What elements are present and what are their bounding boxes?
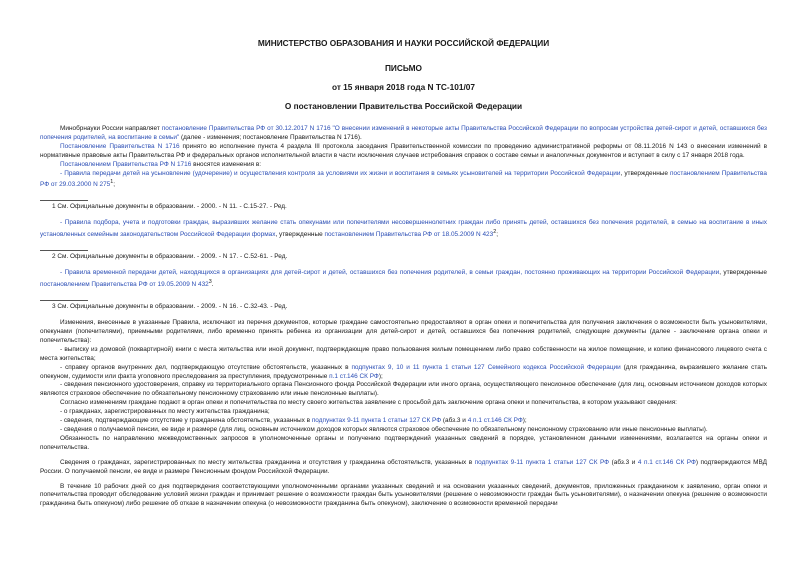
link-decree-1716[interactable]: постановление Правительства РФ от 30.12.2017 N 1716 "О внесении изменений в некоторые акты Правительства Российской Федерации по вопросам устройства детей-сирот и детей, оставшихся без попечения родителей, на воспитание в семьи" <box>40 125 767 141</box>
list-item-rules-selection: - Правила подбора, учета и подготовки граждан, выразивших желание стать опекунами или попечителями несовершеннолетних граждан либо принять детей, оставшихся без попечения родителей, в семью на воспитание в иных установленных семейным законодательством Российской Федерации формах, утвержденные постановлением Правительства РФ от 18.05.2009 N $423^2$; <box>40 219 767 239</box>
paragraph-excluded-docs: Изменения, внесенные в указанные Правила, исключают из перечня документов, которые граждане самостоятельно предоставляют в орган опеки и попечительства для получения заключения о возможности быть усыновителями, опекунами (попечителями), приемными родителями, либо временно принять ребенка из организации для детей-сирот и детей, оставшихся без попечения родителей, следующие документы (далее - заключение органа опеки и попечительства): <box>40 319 767 344</box>
paragraph-changes: Постановлением Правительства РФ N 1716 вносятся изменения в: <box>60 160 262 168</box>
link-rules-adoption[interactable]: - Правила передачи детей на усыновление (удочерение) и осуществления контроля за условиями их жизни и воспитания в семьях усыновителей на территории Российской Федерации <box>60 169 621 177</box>
document-date: от 15 января 2018 года N ТС-101/07 <box>331 82 476 92</box>
footnote-ref-1[interactable]: 1 <box>110 179 114 186</box>
link-family-code-146-3[interactable]: 4 п.1 ст.146 СК РФ <box>637 458 696 466</box>
link-family-code-127-2[interactable]: подпунктах 9-11 пункта 1 статьи 127 СК РФ <box>311 417 442 425</box>
footnote-2: 2 См. Официальные документы в образовании. - 2009. - N 17. - С.52-61. - Ред. <box>52 253 288 261</box>
footnote-1: 1 См. Официальные документы в образовании. - 2000. - N 11. - С.15-27. - Ред. <box>52 203 287 211</box>
link-family-code-127-3[interactable]: подпунктах 9-11 пункта 1 статьи 127 СК РФ <box>474 458 610 466</box>
list-item-rules-temporary: - Правила временной передачи детей, находящихся в организациях для детей-сирот и детей, оставшихся без попечения родителей, в семьи граждан, постоянно проживающих на территории Российской Федерации, утвержденные постановлением Правительства РФ от 19.05.2009 N $432^3$. <box>40 269 767 289</box>
footnote-divider <box>40 300 88 301</box>
link-decree-423[interactable]: постановлением Правительства РФ от 18.05.2009 N 423 <box>324 231 494 239</box>
paragraph-confirmation: Сведения о гражданах, зарегистрированных по месту жительства гражданина и отсутствия у гражданина обстоятельств, указанных в подпунктах 9-11 пункта 1 статьи 127 СК РФ (абз.3 и 4 п.1 ст.146 СК РФ) подтверждаются МВД России. О получаемой пенсии, ее виде и размере Пенсионным фондом Российской Федерации. <box>40 458 767 475</box>
footnote-divider <box>40 200 88 201</box>
link-rules-selection[interactable]: - Правила подбора, учета и подготовки граждан, выразивших желание стать опекунами или попечителями несовершеннолетних граждан либо принять детей, оставшихся без попечения родителей, в семью на воспитание в иных установленных семейным законодательством Российской Федерации формах <box>40 219 767 239</box>
list-item-registered-citizens: - о гражданах, зарегистрированных по месту жительства гражданина; <box>60 408 270 416</box>
link-family-code-146-2[interactable]: 4 п.1 ст.146 СК РФ <box>467 417 523 425</box>
document-subject: О постановлении Правительства Российской Федерации <box>284 101 523 111</box>
link-decree-changes[interactable]: Постановлением Правительства РФ N 1716 <box>60 160 192 168</box>
paragraph-decree-basis: Постановление Правительства N 1716 принято во исполнение пункта 4 раздела III протокола заседания Правительственной комиссии по проведению административной реформы от 08.11.2016 N 143 о внесении изменений в нормативные правовые акты Правительства РФ и федеральных органов исполнительной власти в части исключения случаев истребования справок о составе семьи и аналогичных документов и вступает в силу с 17 января 2018 года. <box>40 142 767 159</box>
list-item-circumstances: - сведения, подтверждающие отсутствие у гражданина обстоятельств, указанных в подпунктах 9-11 пункта 1 статьи 127 СК РФ (абз.3 и 4 п.1 ст.146 СК РФ); <box>60 417 527 425</box>
list-item-registry-extract: - выписку из домовой (поквартирной) книги с места жительства или иной документ, подтверждающие право пользования жилым помещением либо право собственности на жилое помещение, и копию финансового лицевого счета с места жительства; <box>40 345 767 362</box>
link-decree-432[interactable]: постановлением Правительства РФ от 19.05.2009 N 432 <box>40 281 209 289</box>
list-item-pension-info: - сведения пенсионного удостоверения, справку из территориального органа Пенсионного фонда Российской Федерации или иного органа, осуществляющего пенсионное обеспечение (для лиц, основным источником доходов которых являются страховое обеспечение по обязательному пенсионному страхованию или иные пенсионные выплаты). <box>40 381 767 398</box>
link-decree-basis[interactable]: Постановление Правительства N 1716 <box>60 142 180 150</box>
document-type: ПИСЬМО <box>384 63 423 73</box>
paragraph-application: Согласно изменениям граждане подают в орган опеки и попечительства по месту своего жительства заявление с просьбой дать заключение органа опеки и попечительства, в котором указывают сведения: <box>60 399 677 407</box>
ministry-title: МИНИСТЕРСТВО ОБРАЗОВАНИЯ И НАУКИ РОССИЙСКОЙ ФЕДЕРАЦИИ <box>257 38 550 48</box>
link-rules-temporary[interactable]: - Правила временной передачи детей, находящихся в организациях для детей-сирот и детей, оставшихся без попечения родителей, в семьи граждан, постоянно проживающих на территории Российской Федерации <box>60 269 720 277</box>
footnote-ref-3[interactable]: 3 <box>208 279 212 286</box>
paragraph-ten-days: В течение 10 рабочих дней со дня подтверждения соответствующими уполномоченными органами указанных сведений и на основании указанных сведений, документов, приложенных гражданином к заявлению, орган опеки и попечительства проводит обследование условий жизни граждан и принимает решение о возможности граждан быть усыновителями (решение о невозможности граждан быть усыновителями), о назначении опекуна (решение о возможности гражданина быть опекуном) либо решение об отказе в назначении опекуна (о невозможности гражданина быть опекуном), заключение о возможности временной передачи <box>40 482 767 508</box>
paragraph-interagency-requests: Обязанность по направлению межведомственных запросов в уполномоченные органы и получению подтверждений указанных сведений в порядке, установленном данными изменениями, возлагается на органы опеки и попечительства. <box>40 434 767 451</box>
paragraph-intro: Минобрнауки России направляет постановление Правительства РФ от 30.12.2017 N 1716 "О внесении изменений в некоторые акты Правительства Российской Федерации по вопросам устройства детей-сирот и детей, оставшихся без попечения родителей, на воспитание в семьи" (далее - изменения; постановление Правительства N 1716). <box>40 125 767 141</box>
footnote-3: 3 См. Официальные документы в образовании. - 2009. - N 16. - С.32-43. - Ред. <box>52 303 288 311</box>
list-item-pension-received: - сведения о получаемой пенсии, ее виде и размере (для лиц, основным источником доходов которых являются страховое обеспечение по обязательному пенсионному страхованию или иные пенсионные выплаты). <box>60 425 708 433</box>
link-family-code-127[interactable]: подпунктах 9, 10 и 11 пункта 1 статьи 127 Семейного кодекса Российской Федерации <box>351 363 621 371</box>
footnote-divider <box>40 250 88 251</box>
list-item-rules-adoption: - Правила передачи детей на усыновление (удочерение) и осуществления контроля за условиями их жизни и воспитания в семьях усыновителей на территории Российской Федерации, утвержденные постановлением Правительства РФ от 29.03.2000 N $275^1$; <box>40 169 767 189</box>
list-item-police-certificate: - справку органов внутренних дел, подтверждающую отсутствие обстоятельств, указанных в подпунктах 9, 10 и 11 пункта 1 статьи 127 Семейного кодекса Российской Федерации (для гражданина, выразившего желание стать опекуном, судимости или факта уголовного преследования за преступления, предусмотренные п.1 ст.146 СК РФ); <box>40 363 767 380</box>
link-decree-275[interactable]: постановлением Правительства РФ от 29.03.2000 N 275 <box>40 169 767 189</box>
link-family-code-146[interactable]: п.1 ст.146 СК РФ <box>329 372 379 380</box>
footnote-ref-2[interactable]: 2 <box>493 229 497 236</box>
